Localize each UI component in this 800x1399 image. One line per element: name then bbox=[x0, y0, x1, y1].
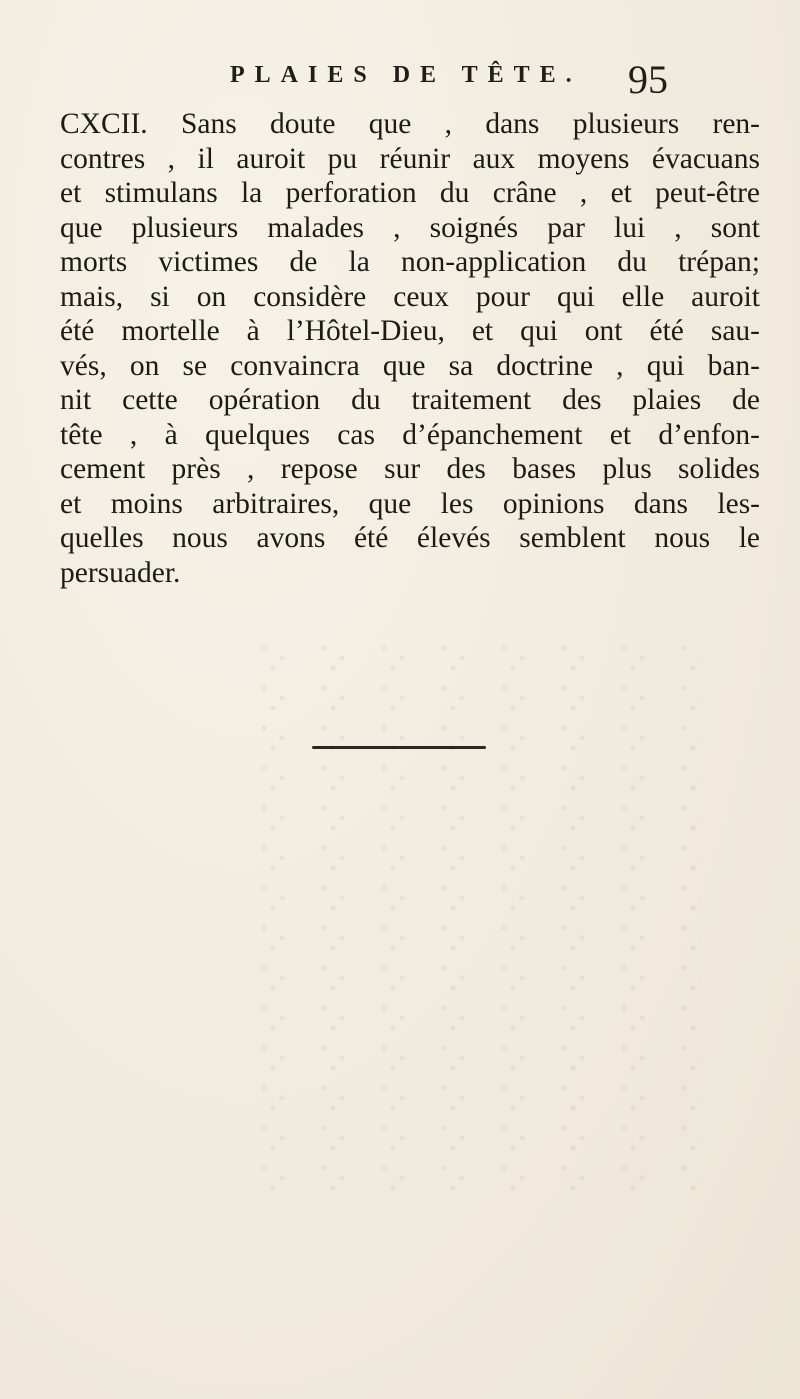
text-line: quelles nous avons été élevés semblent nous le bbox=[60, 522, 760, 554]
text-line: mais, si on considère ceux pour qui elle auroit bbox=[60, 280, 760, 313]
text-line: cement près , repose sur des bases plus solides bbox=[60, 453, 760, 485]
running-title: PLAIES DE TÊTE. bbox=[230, 62, 582, 88]
text-line: et stimulans la perforation du crâne , et peut-être bbox=[60, 177, 760, 209]
text-line: été mortelle à l’Hôtel-Dieu, et qui ont été sau- bbox=[60, 315, 760, 347]
text-line: nit cette opération du traitement des plaies de bbox=[60, 384, 760, 416]
text-line: et moins arbitraires, que les opinions dans les- bbox=[60, 487, 760, 520]
text-line: CXCII. Sans doute que , dans plusieurs ren- bbox=[60, 108, 760, 140]
show-through-texture bbox=[240, 640, 700, 1200]
text-line: persuader. bbox=[60, 556, 181, 589]
page-header bbox=[0, 56, 800, 100]
text-line: vés, on se convaincra que sa doctrine , qui ban- bbox=[60, 349, 760, 382]
text-line: tête , à quelques cas d’épanchement et d’enfon- bbox=[60, 418, 760, 451]
text-line: contres , il auroit pu réunir aux moyens évacuans bbox=[60, 142, 760, 175]
text-line: que plusieurs malades , soignés par lui , sont bbox=[60, 211, 760, 244]
page-number: 95 bbox=[628, 57, 668, 102]
text-line: morts victimes de la non-application du trépan; bbox=[60, 246, 760, 278]
paragraph-cxcii bbox=[60, 107, 760, 590]
section-end-rule bbox=[312, 746, 486, 749]
